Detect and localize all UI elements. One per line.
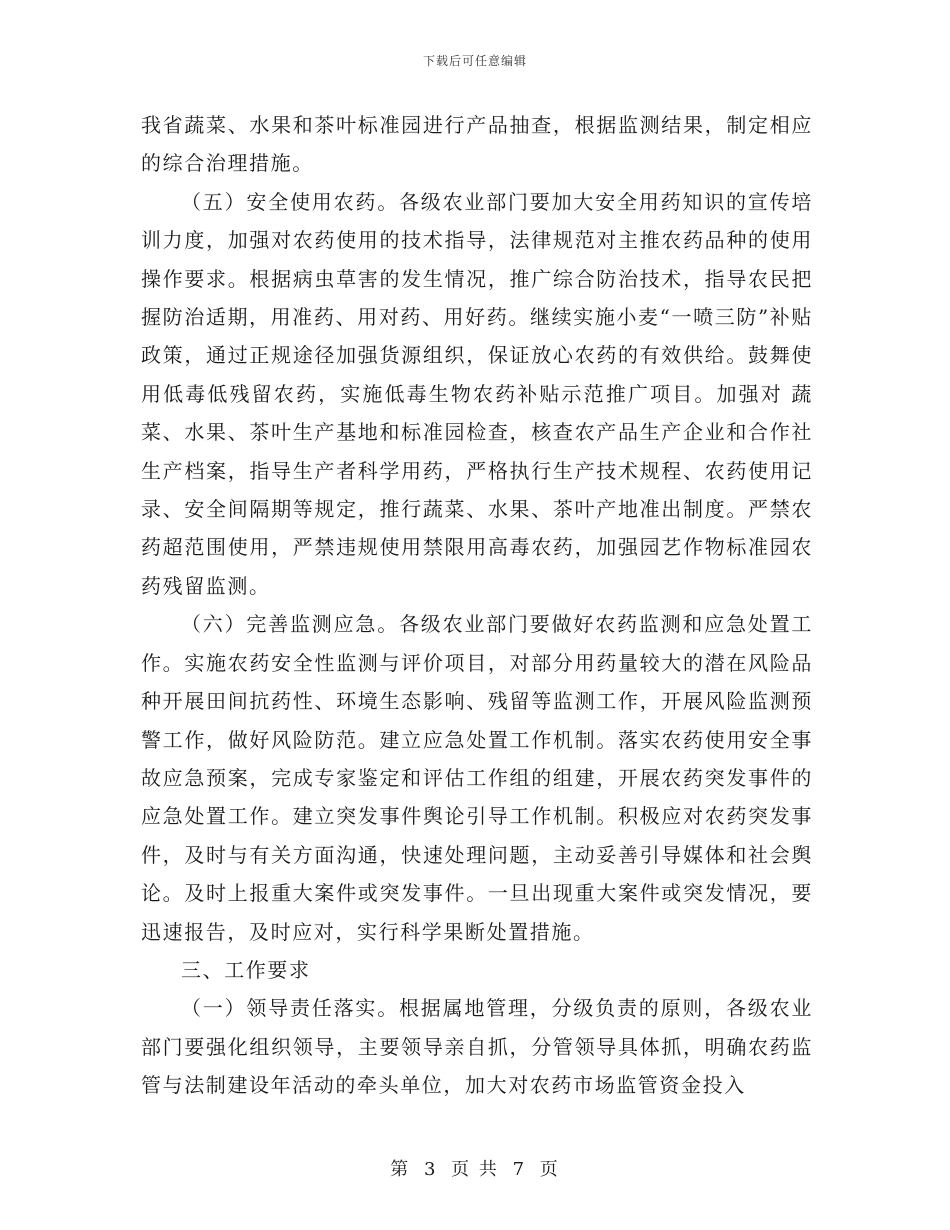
paragraph-section-6: （六）完善监测应急。各级农业部门要做好农药监测和应急处置工作。实施农药安全性监测与评价项目，对部分用药量较大的潜在风险品种开展田间抗药性、环境生态影响、残留等监测工作，开展风险监测预警工作，做好风险防范。建立应急处置工作机制。落实农药使用安全事故应急预案，完成专家鉴定和评估工作组的组建，开展农药突发事件的应急处置工作。建立突发事件舆论引导工作机制。积极应对农药突发事件，及时与有关方面沟通，快速处理问题，主动妥善引导媒体和社会舆论。及时上报重大案件或突发事件。一旦出现重大案件或突发情况，要迅速报告，及时应对，实行科学果断处置措施。 [141, 612, 813, 944]
footer-prefix: 第 [390, 1159, 411, 1180]
document-body [141, 106, 813, 1105]
current-page-number: 3 [423, 1159, 438, 1180]
footer-middle: 页 共 [451, 1159, 499, 1180]
paragraph-continuation: 我省蔬菜、水果和茶叶标准园进行产品抽查，根据监测结果，制定相应的综合治理措施。 [141, 113, 813, 176]
paragraph-requirement-1: （一）领导责任落实。根据属地管理，分级负责的原则，各级农业部门要强化组织领导，主要领导亲自抓，分管领导具体抓，明确农药监管与法制建设年活动的牵头单位，加大对农药市场监管资金投入 [141, 996, 813, 1098]
footer-suffix: 页 [539, 1159, 560, 1180]
paragraph-section-5: （五）安全使用农药。各级农业部门要加大安全用药知识的宣传培训力度，加强对农药使用的技术指导，法律规范对主推农药品种的使用操作要求。根据病虫草害的发生情况，推广综合防治技术，指导农民把握防治适期，用准药、用对药、用好药。继续实施小麦“一喷三防”补贴政策，通过正规途径加强货源组织，保证放心农药的有效供给。鼓舞使用低毒低残留农药，实施低毒生物农药补贴示范推广项目。加强对 蔬菜、水果、茶叶生产基地和标准园检查，核查农产品生产企业和合作社生产档案，指导生产者科学用药，严格执行生产技术规程、农药使用记录、安全间隔期等规定，推行蔬菜、水果、茶叶产地准出制度。严禁农药超范围使用，严禁违规使用禁限用高毒农药，加强园艺作物标准园农药残留监测。 [141, 189, 813, 598]
total-page-count: 7 [512, 1159, 527, 1180]
page-footer [0, 1155, 950, 1181]
page-header: 下载后可任意编辑 [422, 54, 527, 68]
section-heading-work-requirements: 三、工作要求 [181, 957, 311, 982]
